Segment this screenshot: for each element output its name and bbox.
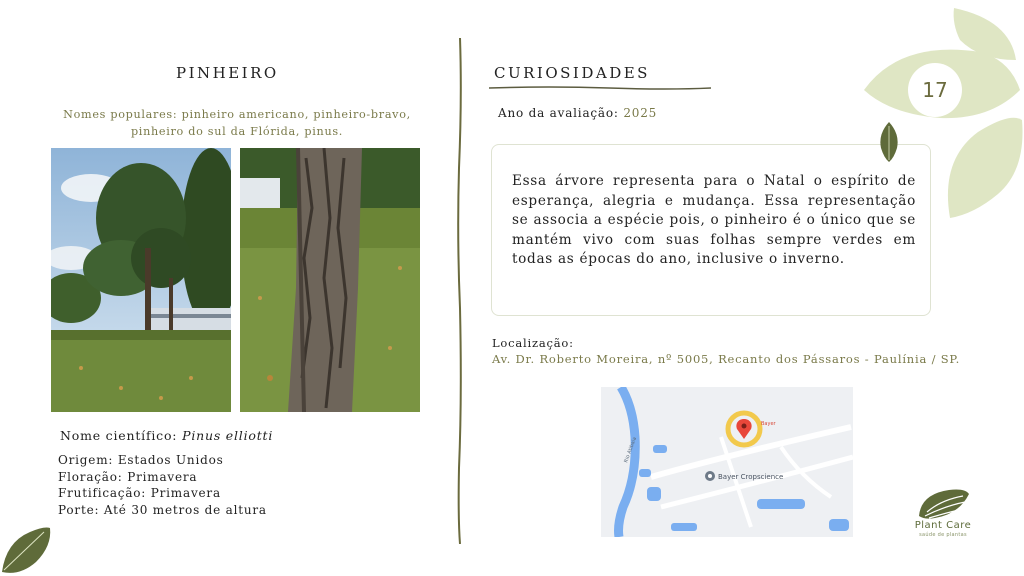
corner-leaf-icon: [0, 524, 52, 576]
fact-size: Porte: Até 30 metros de altura: [58, 502, 267, 517]
evaluation-year: [498, 106, 657, 120]
tree-facts: [58, 452, 267, 518]
scientific-value: Pinus elliotti: [182, 428, 274, 443]
location-address: Av. Dr. Roberto Moreira, nº 5005, Recanto dos Pássaros - Paulínia / SP.: [492, 352, 961, 366]
logo-name: Plant Care: [914, 520, 972, 531]
map-place-label: Bayer Cropscience: [718, 473, 784, 481]
tree-photo-full: [51, 148, 231, 412]
tree-title: PINHEIRO: [176, 64, 279, 82]
location-map: [601, 387, 853, 537]
scientific-label: Nome científico:: [60, 428, 178, 443]
fact-origin: Origem: Estados Unidos: [58, 453, 224, 467]
map-pin-label: Bayer: [761, 421, 776, 427]
location-label: Localização:: [492, 336, 574, 350]
fact-flowering: Floração: Primavera: [58, 469, 198, 484]
year-label: Ano da avaliação:: [498, 106, 619, 120]
year-value: 2025: [623, 106, 658, 120]
title-underline: [489, 85, 711, 91]
logo-tagline: saúde de plantas: [919, 532, 967, 538]
small-leaf-icon: [878, 122, 900, 162]
curiosities-title: CURIOSIDADES: [494, 64, 650, 82]
map-river-label: Rio Atibaia: [623, 436, 639, 464]
page-number: 17: [908, 63, 962, 117]
column-divider: [456, 38, 464, 544]
tree-trunk-photo: [240, 148, 420, 412]
fact-fruiting: Frutificação: Primavera: [58, 486, 221, 500]
popular-names: Nomes populares: pinheiro americano, pinheiro-bravo, pinheiro do sul da Flórida, pinus.: [63, 108, 411, 138]
scientific-name: [60, 428, 273, 443]
curiosity-text: Essa árvore representa para o Natal o espírito de esperança, alegria e mudança. Essa representação se associa a espécie pois, o pinheiro é o único que se mantém vivo com suas folhas sempre verdes em todas as épocas do ano, inclusive o inverno.: [512, 173, 916, 268]
